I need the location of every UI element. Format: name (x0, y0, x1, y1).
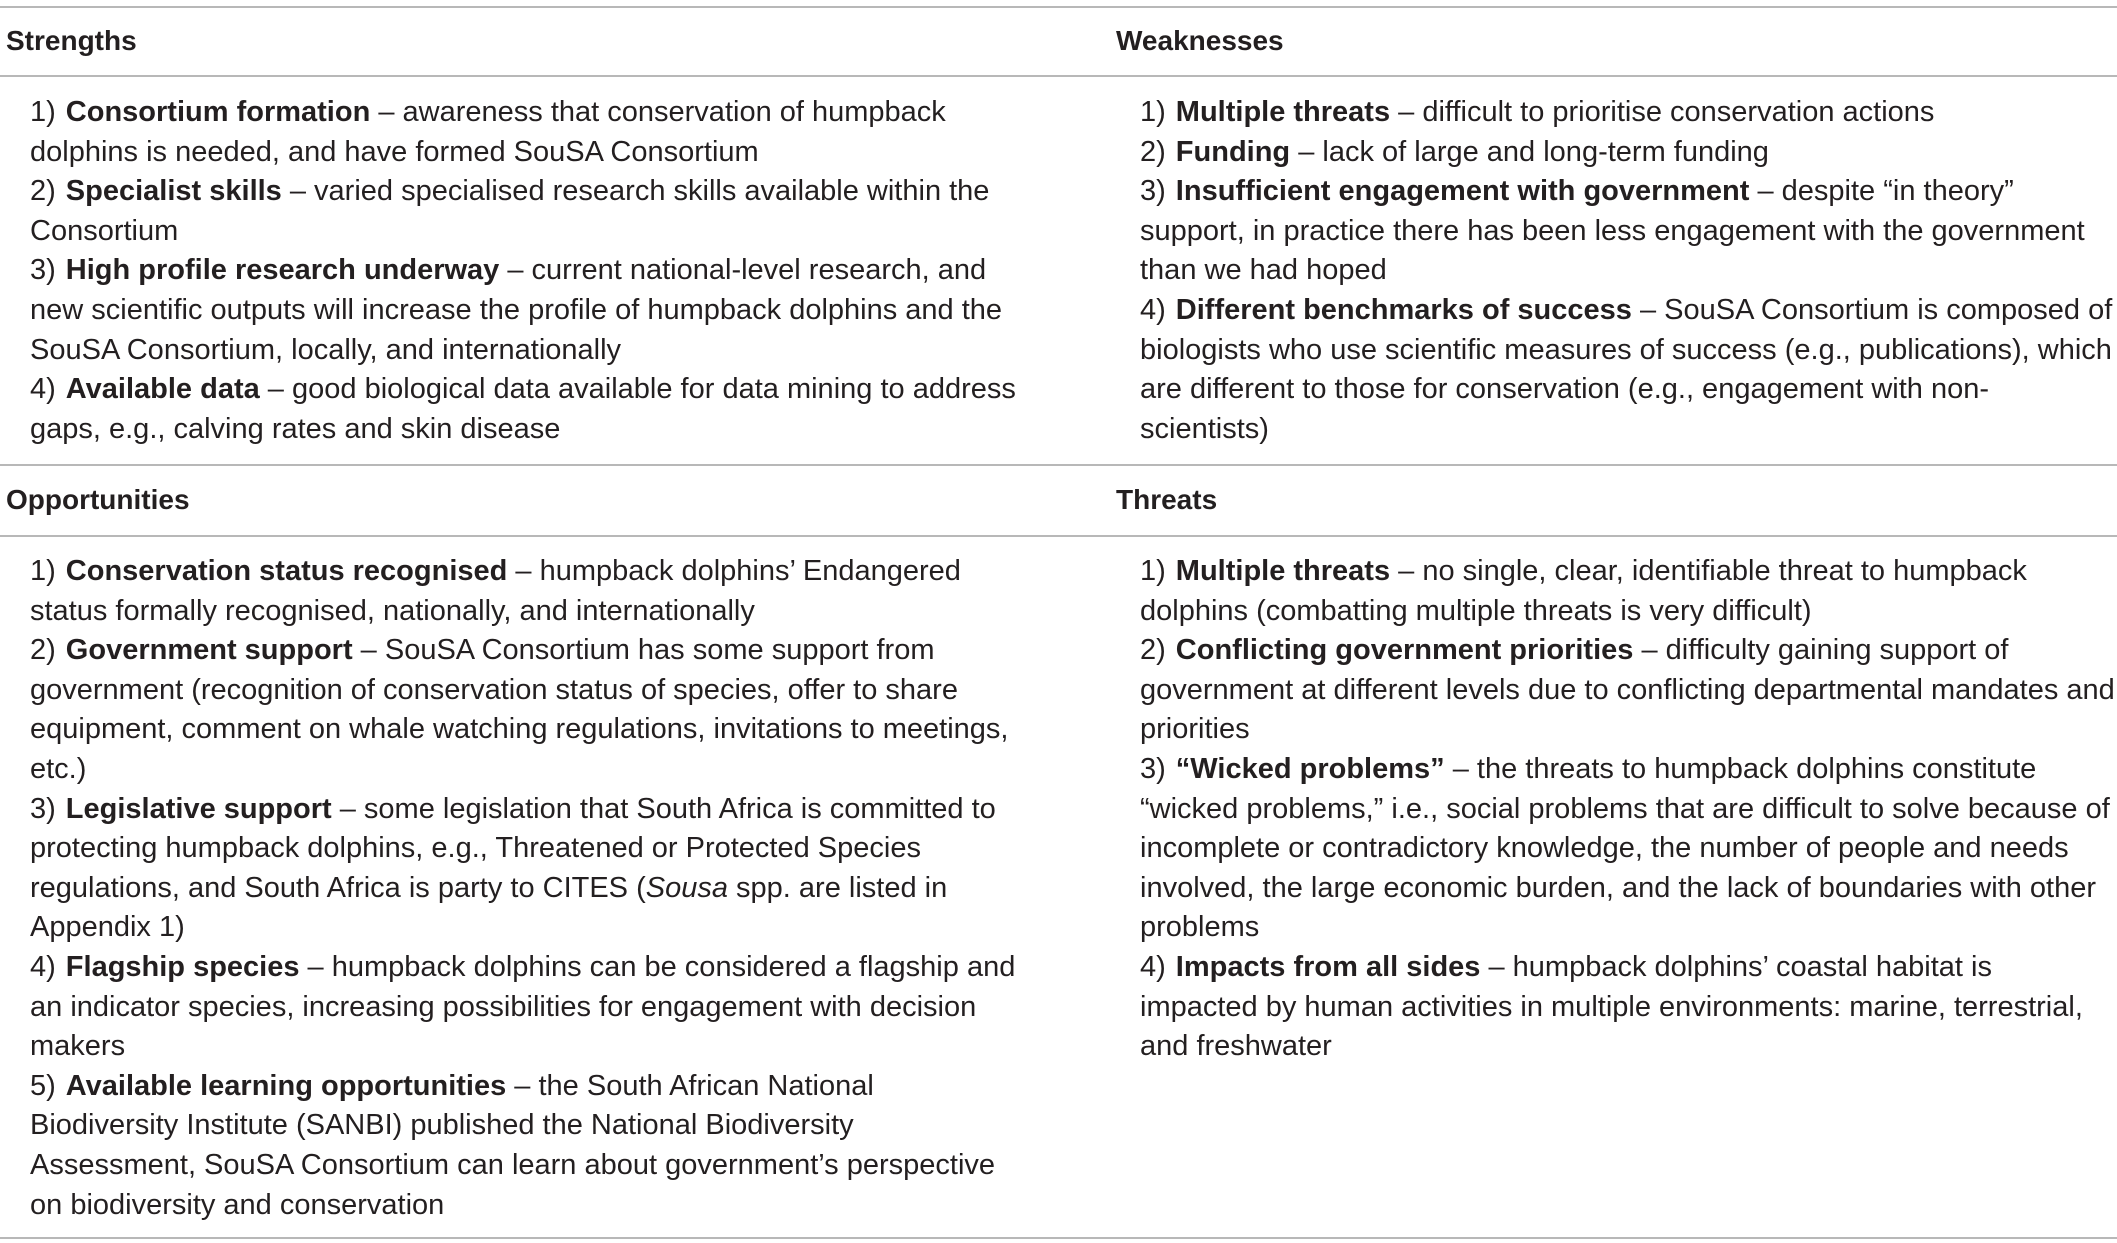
item-text: – humpback dolphins can be considered a flagship and an indicator species, increasing possibilities for engagement with decision makers (30, 950, 1016, 1063)
item-number: 3) (30, 254, 56, 287)
strengths-cell (30, 93, 1025, 449)
genus-name: Sousa (645, 871, 728, 904)
item-title: Government support (65, 634, 353, 667)
list-item (30, 631, 1025, 789)
list-item (1140, 631, 2115, 750)
list-item (30, 251, 1025, 370)
item-title: Different benchmarks of success (1175, 293, 1632, 326)
list-item (30, 948, 1025, 1067)
item-title: Legislative support (65, 792, 332, 825)
item-text: – awareness that conservation of humpback dolphins is needed, and have formed SouSA Consortium (30, 96, 946, 168)
weaknesses-cell (1140, 93, 2115, 449)
item-number: 1) (1140, 96, 1166, 128)
item-number: 2) (30, 634, 56, 667)
list-item (1140, 93, 2115, 133)
item-text: – SouSA Consortium has some support from government (recognition of conservation status of species, offer to share equipment, comment on whale watching regulations, invitations to meetings, etc.) (30, 634, 1009, 785)
item-number: 4) (30, 373, 56, 406)
item-title: “Wicked problems” (1175, 752, 1445, 785)
item-title: Available learning opportunities (65, 1069, 507, 1102)
weaknesses-header: Weaknesses (1116, 25, 1284, 56)
item-title: Conflicting government priorities (1175, 634, 1634, 667)
item-number: 3) (1140, 175, 1166, 208)
item-title: Funding (1175, 135, 1291, 168)
item-text: spp. are listed in Appendix 1) (30, 871, 948, 944)
list-item (1140, 291, 2115, 449)
item-number: 4) (30, 950, 56, 983)
item-text: – no single, clear, identifiable threat to humpback dolphins (combatting multiple threats is very difficult) (1140, 555, 2027, 627)
header-rule-opportunities-threats (0, 535, 2117, 537)
item-title: Impacts from all sides (1175, 950, 1481, 983)
item-text: – difficult to prioritise conservation actions (1390, 96, 1935, 128)
item-title: Multiple threats (1175, 96, 1391, 128)
list-item (30, 552, 1025, 631)
item-title: Flagship species (65, 950, 300, 983)
item-number: 2) (1140, 634, 1166, 667)
item-text: – difficulty gaining support of government at different levels due to conflicting departmental mandates and priorities (1140, 634, 2115, 746)
list-item (30, 93, 1025, 172)
table-rule-top (0, 6, 2117, 8)
item-text: – despite “in theory” support, in practice there has been less engagement with the government than we had hoped (1140, 175, 2085, 287)
list-item (1140, 750, 2115, 948)
item-number: 2) (1140, 135, 1166, 168)
item-text: – humpback dolphins’ coastal habitat is impacted by human activities in multiple environments: marine, terrestrial, and freshwater (1140, 950, 2083, 1063)
item-number: 3) (30, 792, 56, 825)
header-rule-strengths-weaknesses (0, 75, 2117, 77)
item-number: 1) (1140, 555, 1166, 587)
list-item (1140, 133, 2115, 173)
list-item (30, 370, 1025, 449)
threats-cell (1140, 552, 2115, 1067)
item-number: 2) (30, 175, 56, 208)
list-item (30, 790, 1025, 948)
item-text: – lack of large and long-term funding (1290, 135, 1769, 168)
item-text: – the South African National Biodiversity Institute (SANBI) published the National Biodiversity Assessment, SouSA Consortium can learn about government’s perspective on biodiversity and conservation (30, 1069, 996, 1221)
item-number: 4) (1140, 950, 1166, 983)
item-text: – good biological data available for data mining to address gaps, e.g., calving rates and skin disease (30, 373, 1016, 445)
item-title: Specialist skills (65, 175, 282, 208)
list-item (1140, 948, 2115, 1067)
item-text: – current national-level research, and new scientific outputs will increase the profile of humpback dolphins and the SouSA Consortium, locally, and internationally (30, 254, 1003, 366)
item-text: – varied specialised research skills available within the Consortium (30, 175, 990, 247)
item-title: Available data (65, 373, 260, 406)
item-number: 5) (30, 1069, 56, 1102)
list-item (30, 1067, 1025, 1225)
strengths-header: Strengths (6, 25, 137, 56)
section-rule-middle (0, 464, 2117, 466)
table-rule-bottom (0, 1237, 2117, 1239)
item-title: High profile research underway (65, 254, 500, 287)
item-title: Multiple threats (1175, 555, 1391, 587)
list-item (1140, 172, 2115, 291)
item-text: – humpback dolphins’ Endangered status formally recognised, nationally, and internationally (30, 555, 961, 627)
item-text: – the threats to humpback dolphins constitute “wicked problems,” i.e., social problems that are difficult to solve because of incomplete or contradictory knowledge, the number of people and needs involved, the large economic burden, and the lack of boundaries with other problems (1140, 752, 2110, 944)
item-number: 3) (1140, 752, 1166, 785)
opportunities-cell (30, 552, 1025, 1225)
item-title: Consortium formation (65, 96, 371, 128)
item-number: 1) (30, 555, 56, 587)
list-item (30, 172, 1025, 251)
item-text: – some legislation that South Africa is committed to protecting humpback dolphins, e.g., Threatened or Protected Species regulations, and South Africa is party to CITES ( (30, 792, 996, 904)
item-number: 1) (30, 96, 56, 128)
item-number: 4) (1140, 293, 1166, 326)
item-text: – SouSA Consortium is composed of biologists who use scientific measures of success (e.g., publications), which are different to those for conservation (e.g., engagement with non-scientists) (1140, 293, 2113, 445)
item-title: Conservation status recognised (65, 555, 508, 587)
threats-header: Threats (1116, 484, 1218, 515)
item-title: Insufficient engagement with government (1175, 175, 1750, 208)
opportunities-header: Opportunities (6, 484, 190, 515)
list-item (1140, 552, 2115, 631)
